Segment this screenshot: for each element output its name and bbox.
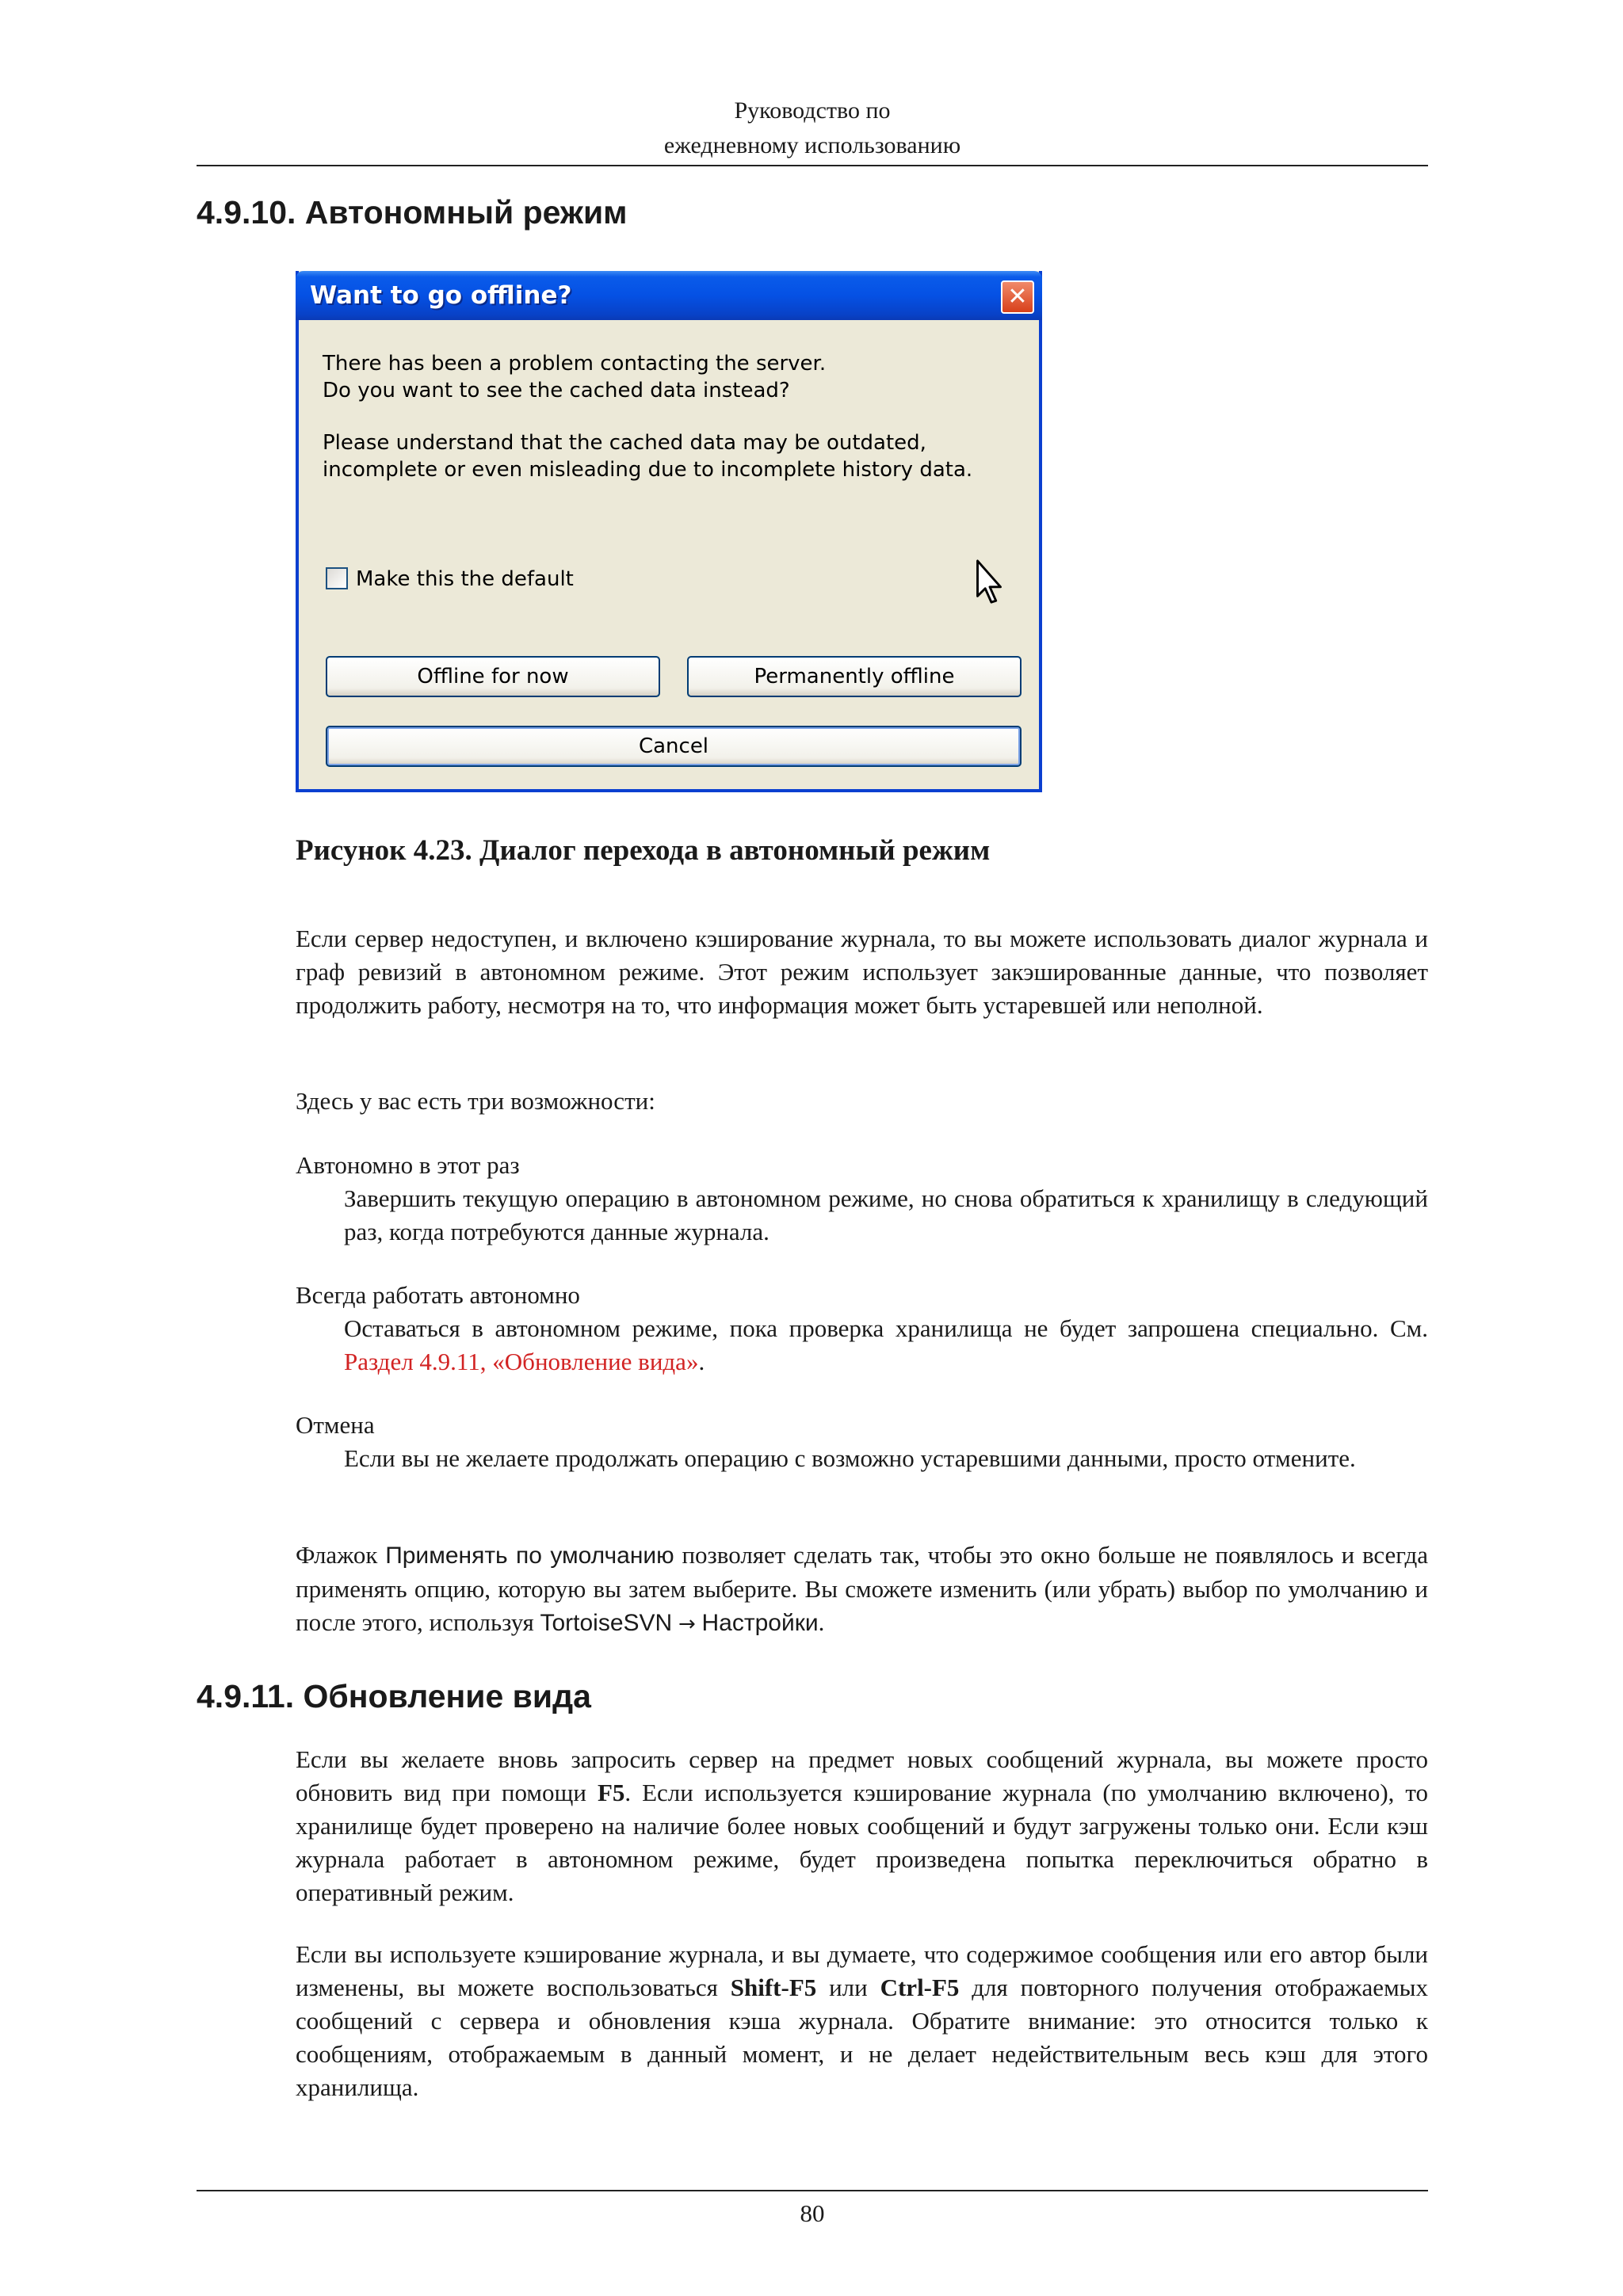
- option-definition-always-offline: Оставаться в автономном режиме, пока проверка хранилища не будет запрошена специально. См. Раздел 4.9.11, «Обновление вида».: [344, 1314, 1428, 1375]
- key-f5: F5: [597, 1779, 625, 1806]
- default-checkbox-label[interactable]: Make this the default: [356, 567, 574, 591]
- dialog-message-line1: There has been a problem contacting the server.: [323, 352, 827, 376]
- menu-item-settings: Настройки: [701, 1610, 819, 1636]
- link-refresh-view-section[interactable]: Раздел 4.9.11, «Обновление вида»: [344, 1348, 699, 1375]
- offline-for-now-button[interactable]: Offline for now: [326, 656, 660, 697]
- running-header: [197, 93, 1428, 163]
- close-icon[interactable]: ✕: [1001, 280, 1034, 314]
- dialog-title: Want to go offline?: [310, 281, 572, 310]
- refresh-paragraph-2: Если вы используете кэширование журнала, и вы думаете, что содержимое сообщения или его автор были изменены, вы можете воспользоваться Shift-F5 или Ctrl-F5 для повторного получения отображаемых сообщений с сервера и обновления кэша журнала. Обратите внимание: это относится только к сообщениям, отображаемым в данный момент, и не делает недействительным весь кэш для этого хранилища.: [296, 1940, 1429, 2101]
- section-heading-refresh-view: 4.9.11. Обновление вида: [197, 1678, 591, 1714]
- footer-rule: [197, 2190, 1428, 2191]
- dialog-warning-line2: incomplete or even misleading due to incomplete history data.: [323, 458, 973, 482]
- option-definition-offline-once: Завершить текущую операцию в автономном режиме, но снова обратиться к хранилищу в следующий раз, когда потребуются данные журнала.: [344, 1184, 1428, 1245]
- offline-dialog: [296, 271, 1042, 792]
- page-number: 80: [800, 2199, 825, 2227]
- refresh-paragraph-1: Если вы желаете вновь запросить сервер на предмет новых сообщений журнала, вы можете просто обновить вид при помощи F5. Если используется кэширование журнала (по умолчанию включено), то хранилище будет проверено на наличие более новых сообщений и будут загружены только они. Если кэш журнала работает в автономном режиме, будет произведена попытка переключиться обратно в оперативный режим.: [296, 1745, 1429, 1906]
- running-header-line1: Руководство по: [734, 97, 891, 124]
- option-term-always-offline: Всегда работать автономно: [296, 1281, 580, 1309]
- dialog-message-line2: Do you want to see the cached data instead?: [323, 379, 790, 402]
- menu-arrow-icon: →: [678, 1612, 696, 1636]
- dialog-titlebar: [296, 271, 1042, 320]
- option-term-cancel: Отмена: [296, 1411, 375, 1439]
- section-heading-offline-mode: 4.9.10. Автономный режим: [197, 194, 628, 231]
- key-shift-f5: Shift-F5: [730, 1974, 817, 2001]
- default-flag-paragraph: Флажок Применять по умолчанию позволяет сделать так, чтобы это окно больше не появлялось и всегда применять опцию, которую вы затем выберите. Вы сможете изменить (или убрать) выбор по умолчанию и после этого, используя TortoiseSVN → Настройки.: [296, 1541, 1429, 1636]
- menu-item-tortoisesvn: TortoiseSVN: [540, 1610, 673, 1636]
- gui-label-apply-default: Применять по умолчанию: [385, 1543, 674, 1569]
- default-checkbox[interactable]: [326, 567, 348, 589]
- permanently-offline-button[interactable]: Permanently offline: [687, 656, 1022, 697]
- figure-caption: Рисунок 4.23. Диалог перехода в автономный режим: [296, 834, 991, 867]
- options-intro: Здесь у вас есть три возможности:: [296, 1087, 655, 1115]
- mouse-cursor-icon: [974, 559, 1006, 605]
- intro-paragraph: Если сервер недоступен, и включено кэширование журнала, то вы можете использовать диалог журнала и граф ревизий в автономном режиме. Этот режим использует закэшированные данные, что позволяет продолжить работу, несмотря на то, что информация может быть устаревшей или неполной.: [296, 925, 1428, 1019]
- key-ctrl-f5: Ctrl-F5: [880, 1974, 960, 2001]
- option-term-offline-once: Автономно в этот раз: [296, 1151, 520, 1179]
- cancel-button[interactable]: Cancel: [326, 726, 1022, 767]
- dialog-warning-line1: Please understand that the cached data may be outdated,: [323, 431, 926, 455]
- header-rule: [197, 165, 1428, 166]
- running-header-line2: ежедневному использованию: [663, 132, 961, 158]
- option-definition-cancel: Если вы не желаете продолжать операцию с возможно устаревшими данными, просто отмените.: [344, 1444, 1356, 1472]
